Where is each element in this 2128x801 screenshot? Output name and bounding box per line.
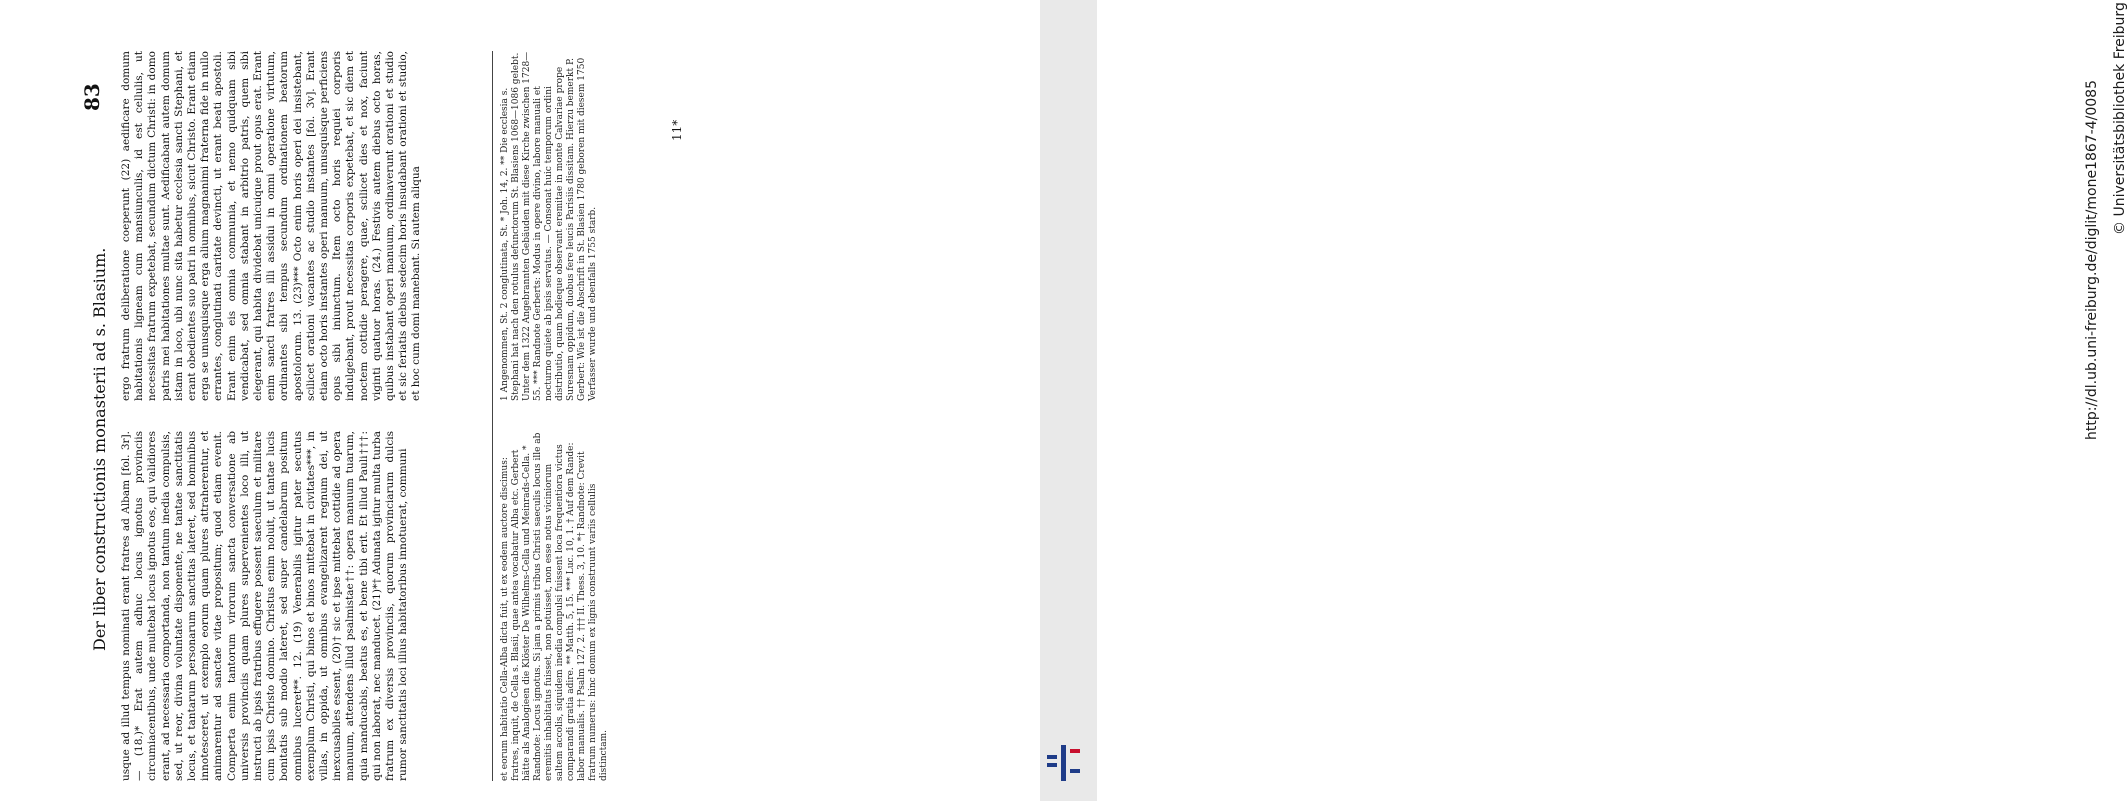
page-number: 83 (80, 83, 104, 111)
source-url-link[interactable]: http://dl.ub.uni-freiburg.de/diglit/mone1867-4/0085 (2084, 80, 2100, 440)
footnote-rule (492, 51, 493, 781)
copyright-text: © Universitätsbibliothek Freiburg (2112, 2, 2128, 235)
right-footnotes: 1 Angenommen, St. 2 conglutinata, St. * Joh. 14, 2. ** Die ecclesia s. Stephani hat nach den rotulus defunctorum St. Blasiens 1068—1086 gelebt. Unter dem 1322 Angebrannten Gebäuden mit diese Kirche zwischen 1728—55. *** Randnote Gerberts: Modus in opere divino, labore manuali et nocturno quiete ab ipsis servatus. — Consonat huic temporum ordini distributio, quam hodieque observant eremitae in monte Calvariae prope Suresnam oppidum, duobus fere leucis Parisiis dissitam. Hierzu bemerkt P. Gerbert: Wie ist die Abschrift in St. Blasien 1780 geboren mit diesem 1750 Verfasser wurde und ebenfalls 1755 starb. (500, 51, 598, 401)
left-footnotes: et eorum habitatio Cella-Alba dicta fuit, ut ex eodem auctore discimus: fratres, inquit, de Cella s. Blasii, quae antea vocabatur Alba etc. Gerbert hätte als Analogieen die Klöster De Wilhelms-Cella und Meinrads-Cella. * Randnote: Locus ignotus. Si jam a primis tribus Christi saeculis locus ille ab eremitis inhabitatus fuisset, non potuisset, non esse notus viciniorum saltem accolis, siquidem inedia compulsi fuissent loca frequentiora victus comparandi gratia adire. ** Matth. 5, 15. *** Luc. 10, 1. † Auf dem Rande: labor manualis. †† Psalm 127, 2. ††† II. Thess. 3, 10. *† Randnote: Crevit fratrum numerus: hinc domum ex lignis construunt variis cellulis distinctam. (500, 432, 609, 781)
viewer-sidebar (1040, 0, 2128, 801)
library-logo-icon (1047, 745, 1083, 781)
rotated-page-content (20, 41, 1020, 801)
right-column-text: ergo fratrum deliberatione coeperunt (22) aedificare domum habitationis ligneam cum mansiunculis, id est cellulis, ut necessitas fratrum expetebat, secundum dictum Christi: in domo patris mei habitationes multae sunt. Aedificabant autem domum istam in loco, ubi nunc sita habetur ecclesia sancti Stephani, et erant obedientes suo patri in omnibus, sicut Christo. Erant etiam erga se unusquisque erga alium magnanimi fraterna fide in nullo errantes, conglutinati caritate devincti, ut erant beati apostoli. Erant enim eis omnia communia, et nemo quidquam sibi vendicabat, sed omnia stabant in arbitrio patris, quem sibi elegerant, qui habita dividebat unicuique prout opus erat. Erant enim sancti fratres illi assidui in omni operatione virtutum, ordinantes sibi tempus secundum ordinationem beatorum apostolorum. 13. (23)*** Octo enim horis operi dei insistebant, scilicet orationi vacantes ac studio instantes [fol. 3v]. Erant etiam octo horis instantes operi manuum, unusquisque perficiens opus sibi iniunctum. Item octo horis requiei corporis indulgebant, prout necessitas corporis expetebat, et sic diem et noctem cottidie peragere, quae, scilicet dies et nox, faciunt viginti quatuor horas. (24.) Festivis autem diebus octo horas, quibus instabant operi manuum, ordinaverunt orationi et studio et sic feriatis diebus sedecim horis insudabant orationi et studio, et hoc cum domi manebant. Si autem aliqua (120, 51, 423, 401)
left-column-text: usque ad illud tempus nominati erant fratres ad Albam [fol. 3r]. — (18.)* Erat autem adhuc locus ignotus provinciis circumiacentibus, unde multebat locus ignotus eos, qui validiores erant, ad necessaria comportanda, non tantum inedia compulsis, sed, ut reor, divina voluntate disponente, ne tantae sanctitatis locus, et tantarum personarum sanctitas lateret, sed hominibus innotesceret, ut exemplo eorum quam plures attraherentur, et animarentur ad sanctae vitae propositum; quod etiam evenit. Comperta enim tantorum virorum sancta conversatione ab universis provinciis quam plures supervenientes loco illi, ut instructi ab ipsis fratribus effugere possent saeculum et militare cum ipsis Christo domino. Christus enim noluit, ut tantae lucis bonitatis sub modio lateret, sed super candelabrum positum omnibus luceret**. 12. (19) Venerabilis igitur pater secutus exemplum Christi, qui binos et binos mittebat in civitates***, in villas, in oppida, ut omnibus evangelizarent regnum dei, ut inexcusabiles essent, (20)† sic et ipse mittebat cottidie ad opera manuum, attendens illud psalmistae††: opera manuum tuarum, quia manducabis, beatus es, et bene tibi erit. Et illud Pauli†††: qui non laborat, nec manducet. (21)*† Adunata igitur multa turba fratrum ex diversis provinciis, quorum provinciarum dulcis rumor sanctitatis loci illius habitatoribus innotuerat, communi (120, 431, 410, 781)
running-header: Der liber constructionis monasterii ad s. Blasium. (90, 247, 109, 651)
signature-mark: 11* (670, 119, 684, 141)
scanned-page (0, 0, 1040, 801)
